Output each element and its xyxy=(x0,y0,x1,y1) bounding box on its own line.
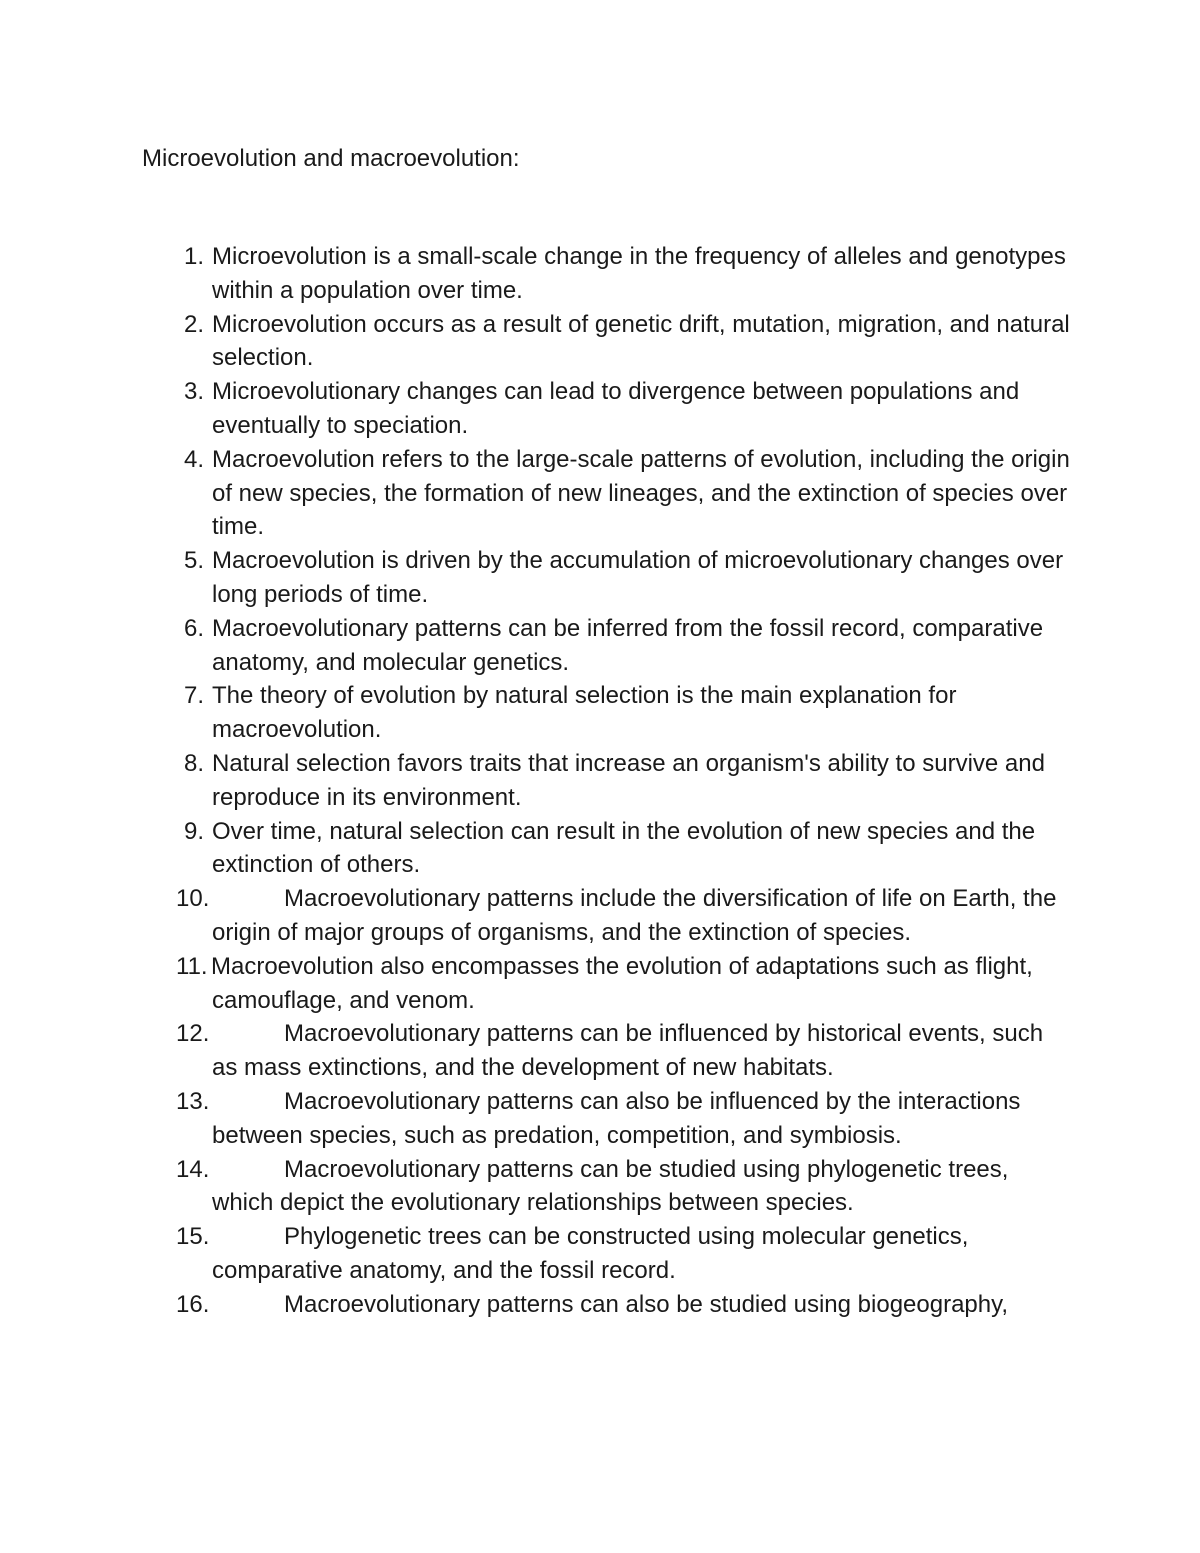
list-item-text: Macroevolutionary patterns include the diversification of life on Earth, the origin of major groups of organisms, and the extinction of species. xyxy=(212,885,1057,946)
list-item-number: 9. xyxy=(183,817,204,845)
list-item-text: Macroevolution also encompasses the evolution of adaptations such as flight, camouflage, and venom. xyxy=(211,952,1033,1014)
list-item-number: 12. xyxy=(176,1020,210,1048)
list-item xyxy=(0,882,1072,950)
list-item-number: 1. xyxy=(183,243,204,270)
list-item-text: Macroevolutionary patterns can be studied using phylogenetic trees, which depict the evolutionary relationships between species. xyxy=(212,1155,1009,1217)
list-item xyxy=(0,544,1072,612)
list-item-number: 3. xyxy=(183,378,204,406)
list-item-text: The theory of evolution by natural selection is the main explanation for macroevolution. xyxy=(212,682,957,744)
numbered-list xyxy=(0,240,1200,1322)
list-item-number: 13. xyxy=(176,1087,210,1115)
list-item xyxy=(0,1220,1072,1288)
document-title: Microevolution and macroevolution: xyxy=(142,145,520,172)
list-item xyxy=(0,815,1072,883)
list-item xyxy=(0,679,1072,747)
list-item-number: 10. xyxy=(176,885,210,913)
list-item-text: Phylogenetic trees can be constructed using molecular genetics, comparative anatomy, and the fossil record. xyxy=(212,1223,969,1284)
list-item-number: 5. xyxy=(183,547,204,575)
list-item xyxy=(0,747,1072,815)
list-item-number: 6. xyxy=(183,614,204,642)
list-item-text: Microevolution is a small-scale change in the frequency of alleles and genotypes within a population over time. xyxy=(212,243,1066,304)
list-item-text: Macroevolutionary patterns can be inferred from the fossil record, comparative anatomy, and molecular genetics. xyxy=(212,614,1044,676)
list-item-text: Macroevolution is driven by the accumulation of microevolutionary changes over long periods of time. xyxy=(212,547,1064,608)
list-item-number: 15. xyxy=(176,1223,210,1251)
list-item-text: Over time, natural selection can result in the evolution of new species and the extinction of others. xyxy=(212,817,1036,879)
list-item xyxy=(0,950,1072,1018)
list-item-text: Microevolution occurs as a result of genetic drift, mutation, migration, and natural selection. xyxy=(212,310,1070,372)
list-item-text: Natural selection favors traits that increase an organism's ability to survive and reproduce in its environment. xyxy=(212,749,1045,811)
list-item-number: 14. xyxy=(176,1155,210,1183)
list-item-text: Macroevolutionary patterns can be influenced by historical events, such as mass extinctions, and the development of new habitats. xyxy=(212,1020,1044,1082)
list-item xyxy=(0,308,1072,376)
list-item xyxy=(0,375,1072,443)
list-item-number: 2. xyxy=(183,310,204,338)
list-item xyxy=(0,1288,1072,1322)
list-item xyxy=(0,443,1072,544)
list-item-number: 7. xyxy=(183,682,204,710)
list-item xyxy=(0,1153,1072,1221)
list-item-text: Microevolutionary changes can lead to divergence between populations and eventually to speciation. xyxy=(212,378,1020,439)
list-item-number: 4. xyxy=(183,445,204,473)
list-item-number: 8. xyxy=(183,749,204,777)
list-item-text: Macroevolutionary patterns can also be influenced by the interactions between species, such as predation, competition, and symbiosis. xyxy=(212,1087,1021,1149)
list-item-number: 11. xyxy=(176,952,208,980)
list-item xyxy=(0,240,1072,308)
list-item xyxy=(0,612,1072,680)
list-item-number: 16. xyxy=(176,1290,210,1318)
list-item-text: Macroevolutionary patterns can also be studied using biogeography, xyxy=(284,1290,1009,1318)
list-item-text: Macroevolution refers to the large-scale patterns of evolution, including the origin of new species, the formation of new lineages, and the extinction of species over time. xyxy=(212,445,1070,541)
list-item xyxy=(0,1017,1072,1085)
list-item xyxy=(0,1085,1072,1153)
